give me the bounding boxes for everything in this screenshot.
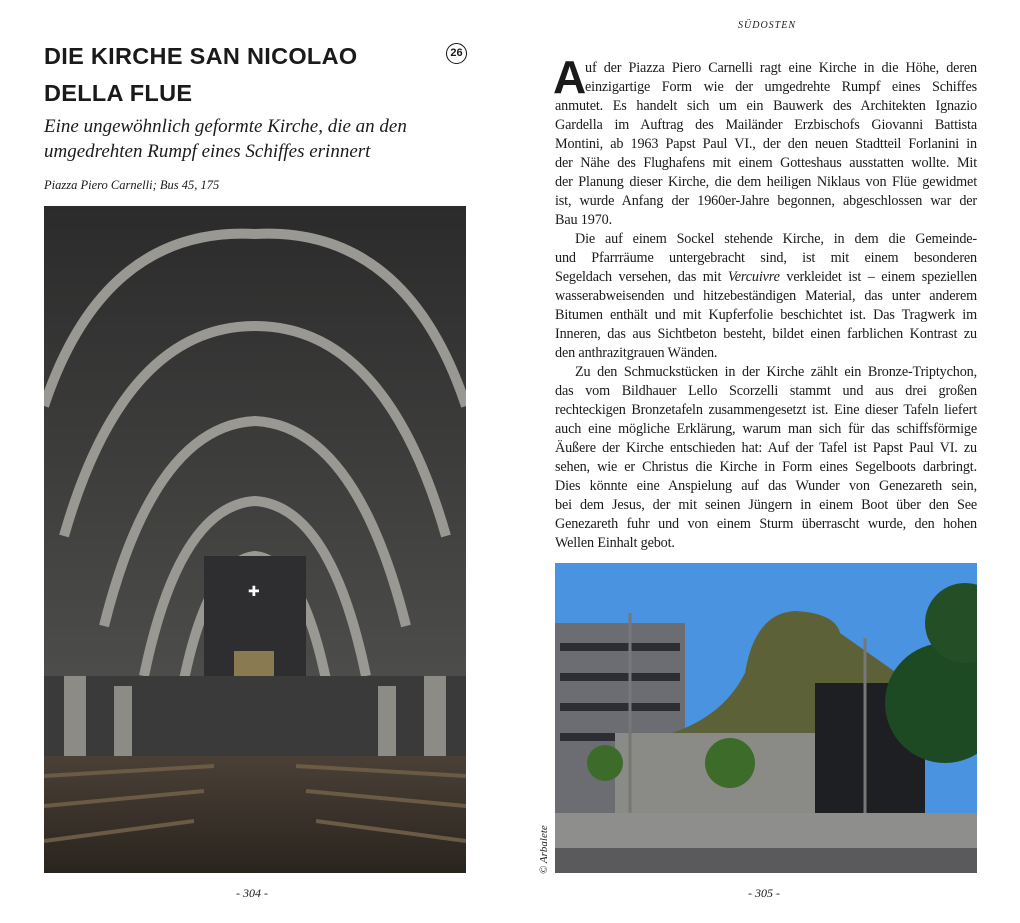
text-line: und Pfarrräume untergebracht sind, ist mit einem besonderen — [555, 250, 977, 266]
entry-number-badge: 26 — [446, 43, 467, 64]
text-line: Segeldach versehen, das mit Vercuivre verkleidet ist – einem speziellen — [555, 269, 977, 285]
text-line: der Nähe des Flughafens mit einem Gotteshaus ausstatten wollte. Mit — [555, 155, 977, 171]
article-subtitle: Eine ungewöhnlich geformte Kirche, die an den umgedrehten Rumpf eines Schiffes erinnert — [44, 116, 407, 162]
text-line: Gardella im Auftrag des Mailänder Erzbischofs Giovanni Battista — [555, 117, 977, 133]
text-line: auch eine mögliche Erklärung, warum man sich für das schiffsförmige — [555, 421, 977, 437]
address: Piazza Piero Carnelli; Bus 45, 175 — [44, 178, 220, 192]
text-line: Genezareth fuhr und von einem Sturm überrascht wurde, den hohen — [555, 516, 977, 532]
article-title — [44, 38, 357, 112]
text-line: der Planung dieser Kirche, die dem heiligen Niklaus von Flüe gewidmet — [555, 174, 977, 190]
svg-text:✚: ✚ — [248, 585, 260, 600]
paragraph — [553, 51, 977, 230]
text-line: Dies könnte eine Anspielung auf das Wunder von Genezareth sein, — [555, 478, 977, 494]
drop-cap: A — [553, 51, 587, 103]
text-line: bei dem Jesus, der mit seinen Jüngern in einem Boot über den See — [555, 497, 977, 513]
text-line: uf der Piazza Piero Carnelli ragt eine Kirche in die Höhe, deren — [585, 60, 977, 76]
paragraph — [555, 363, 977, 553]
text-line: Zu den Schmuckstücken in der Kirche zählt ein Bronze-Triptychon, — [575, 364, 977, 380]
text-line: Bitumen enthält und mit Kupferfolie beschichtet ist. Das Tragwerk im — [555, 307, 977, 323]
title-line: DIE KIRCHE SAN NICOLAO — [44, 43, 358, 69]
page-number-left: - 304 - — [236, 886, 268, 900]
text-line: einzigartige Form wie der umgedrehte Rumpf eines Schiffes — [585, 79, 977, 95]
text-line: anmutet. Es handelt sich um ein Bauwerk des Architekten Ignazio — [555, 98, 977, 114]
text-line: ist, wurde Anfang der 1960er-Jahre begonnen, abgeschlossen war der — [555, 193, 977, 209]
text-line: Bau 1970. — [555, 212, 612, 228]
text-line: das vom Bildhauer Lello Scorzelli stammt und aus drei großen — [555, 383, 977, 399]
photo-credit: © Arbalete — [538, 825, 550, 874]
text-line: den anthrazitgrauen Wänden. — [555, 345, 718, 361]
page-number-right: - 305 - — [748, 886, 780, 900]
section-header: SÜDOSTEN — [738, 20, 797, 31]
text-line: rechteckigen Bronzetafeln zusammengesetzt ist. Eine dieser Tafeln liefert — [555, 402, 977, 418]
text-line: Inneren, das aus Sichtbeton besteht, bildet einen farblichen Kontrast zu — [555, 326, 977, 342]
text-line: Die auf einem Sockel stehende Kirche, in dem die Gemeinde- — [575, 231, 977, 247]
title-line: DELLA FLUE — [44, 80, 193, 106]
text-line: Montini, ab 1963 Papst Paul VI., der den neuen Stadtteil Forlanini in — [555, 136, 977, 152]
church-exterior-photo — [555, 563, 977, 873]
paragraph — [555, 230, 977, 363]
text-line: Wellen Einhalt gebot. — [555, 535, 675, 551]
text-line: Äußere der Kirche entschieden hat: Auf der Tafel ist Papst Paul VI. zu — [555, 440, 977, 456]
text-line: wasserabweisenden und hitzebeständigen Material, das unter anderem — [555, 288, 977, 304]
church-interior-photo — [44, 206, 466, 873]
text-line: sehen, wie er Christus die Kirche in Form eines Segelboots darbringt. — [555, 459, 977, 475]
article-body — [553, 51, 977, 553]
